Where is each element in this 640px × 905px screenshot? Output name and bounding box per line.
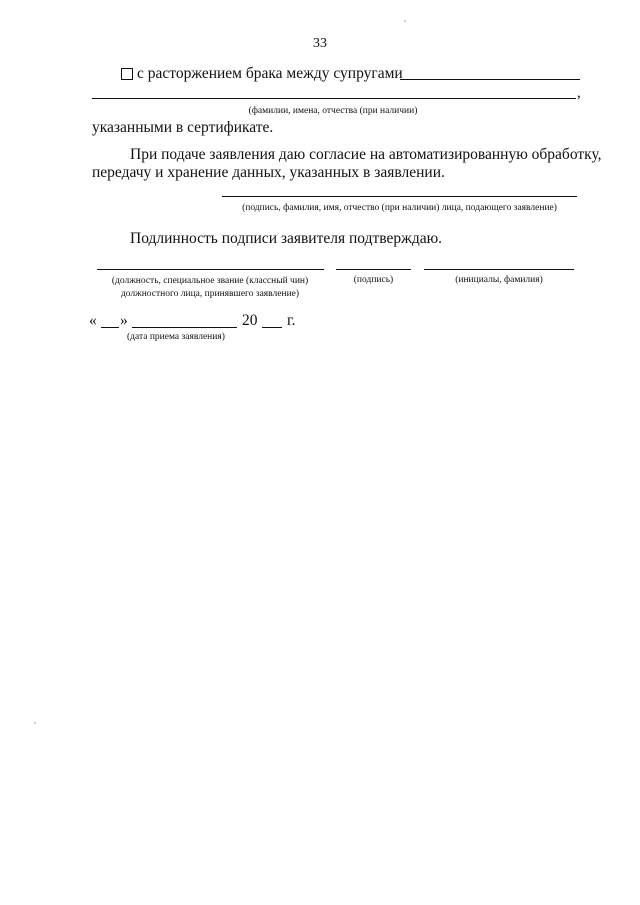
spouses-names-line-2[interactable]: [92, 98, 576, 99]
date-year-suffix: г.: [287, 312, 296, 329]
certificate-text: указанными в сертификате.: [92, 119, 274, 136]
scan-speck: [34, 722, 36, 724]
applicant-signature-caption: (подпись, фамилия, имя, отчество (при наличии) лица, подающего заявление): [242, 203, 557, 213]
date-day-line[interactable]: [101, 327, 119, 328]
names-caption: (фамилии, имена, отчества (при наличии): [248, 106, 418, 116]
divorce-option-label: с расторжением брака между супругами: [137, 65, 403, 82]
divorce-option-row: [121, 66, 403, 82]
official-initials-caption: (инициалы, фамилия): [455, 275, 543, 285]
date-open-quote: «: [89, 312, 97, 329]
authenticity-text: Подлинность подписи заявителя подтверждаю.: [130, 230, 443, 247]
date-caption: (дата приема заявления): [127, 332, 225, 342]
date-century: 20: [242, 312, 258, 329]
comma-mark: ,: [577, 85, 581, 101]
official-position-caption: [90, 275, 330, 301]
consent-line-1: При подаче заявления даю согласие на автоматизированную обработку,: [130, 146, 602, 163]
consent-line-2: передачу и хранение данных, указанных в заявлении.: [92, 164, 445, 181]
official-signature-caption: (подпись): [353, 275, 394, 285]
official-initials-line[interactable]: [424, 269, 574, 270]
page-number: 33: [313, 36, 327, 51]
official-position-caption-line1: (должность, специальное звание (классный чин): [111, 276, 309, 286]
applicant-signature-line[interactable]: [222, 196, 577, 197]
official-position-line[interactable]: [97, 269, 324, 270]
official-signature-line[interactable]: [336, 269, 411, 270]
date-year-line[interactable]: [262, 327, 282, 328]
divorce-checkbox[interactable]: [121, 68, 133, 80]
date-close-quote: »: [120, 312, 128, 329]
official-position-caption-line2: должностного лица, принявшего заявление): [120, 288, 300, 299]
spouses-names-line[interactable]: [400, 79, 580, 80]
date-month-line[interactable]: [132, 327, 237, 328]
scan-speck: [404, 20, 406, 22]
